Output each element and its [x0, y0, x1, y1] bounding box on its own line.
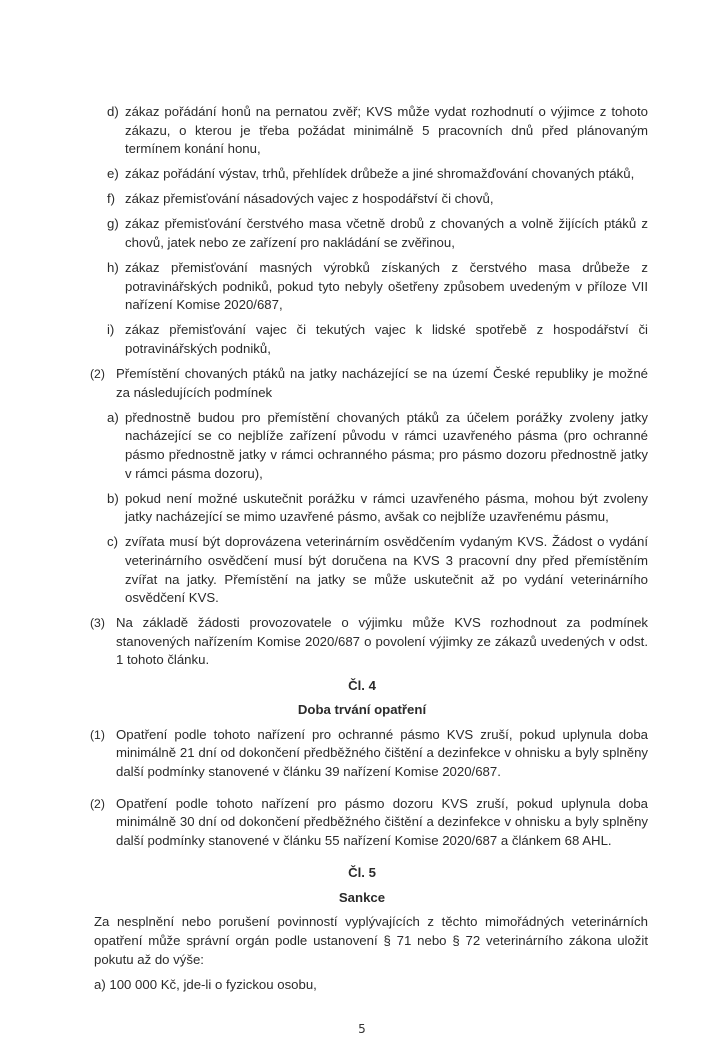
item-label: f): [107, 191, 116, 207]
article-4-paragraph-1: [90, 726, 648, 782]
list-item-a: [107, 409, 648, 483]
paragraph-text: Na základě žádosti provozovatele o výjimku může KVS rozhodnout za podmínek stanovených nařízením Komise 2020/687 o povolení výjimky ze zákazů uvedených v odst. 1 tohoto článku.: [116, 615, 648, 668]
paragraph-text: Opatření podle tohoto nařízení pro pásmo dozoru KVS zruší, pokud uplynula doba minimálně 30 dní od dokončení předběžného čištění a dezinfekce v ohnisku a byly splněny další podmínky stanovené v článku 55 nařízení Komise 2020/687 a článkem 68 AHL.: [116, 795, 648, 848]
list-item-h: [107, 259, 648, 315]
item-label: e): [107, 166, 119, 182]
paragraph-text: Přemístění chovaných ptáků na jatky nacházející se na území České republiky je možné za následujících podmínek: [116, 366, 648, 400]
article-5-title: Sankce: [338, 889, 386, 905]
item-text: zákaz přemisťování vajec či tekutých vajec k lidské spotřebě z hospodářství či potravinářských podniků,: [125, 322, 648, 357]
item-label: g): [107, 216, 119, 232]
list-item-d: [107, 103, 648, 159]
item-text: přednostně budou pro přemístění chovaných ptáků za účelem porážky zvoleny jatky nacházející se co nejblíže zařízení původu v rámci uzavřeného pásma (pro ochranné pásmo přednostně jatky v rámci ochranného pásma; pro pásmo dozoru přednostně jatky v rámci pásma dozoru),: [125, 409, 648, 481]
list-item-c: [107, 533, 648, 607]
article-4-title: Doba trvání opatření: [297, 702, 427, 718]
paragraph-3: [90, 614, 648, 670]
paragraph-text: Opatření podle tohoto nařízení pro ochranné pásmo KVS zruší, pokud uplynula doba minimálně 21 dní od dokončení předběžného čištění a dezinfekce v ohnisku a byly splněny další podmínky stanovené v článku 39 nařízení Komise 2020/687.: [116, 726, 648, 779]
item-label: a): [107, 409, 119, 425]
article-5-intro: Za nesplnění nebo porušení povinností vyplývajících z těchto mimořádných veterinárních opatření může správní orgán podle ustanovení § 71 nebo § 72 veterinárního zákona uložit pokutu až do výše:: [94, 914, 648, 967]
list-item-b: [107, 490, 648, 527]
item-label: d): [107, 104, 119, 119]
item-text: zákaz pořádání výstav, trhů, přehlídek drůbeže a jiné shromažďování chovaných ptáků,: [125, 166, 635, 182]
item-text: zákaz pořádání honů na pernatou zvěř; KVS může vydat rozhodnutí o výjimce z tohoto zákazu, o kterou je třeba požádat minimálně 5 pracovních dnů před plánovaným termínem konání honu,: [125, 104, 648, 157]
paragraph-label: (2): [90, 796, 105, 811]
item-label: b): [107, 490, 119, 506]
paragraph-label: (2): [90, 367, 105, 382]
list-item-f: [107, 190, 648, 209]
item-text: zvířata musí být doprovázena veterinárním osvědčením vydaným KVS. Žádost o vydání veterinárního osvědčení musí být doručena na KVS 3 pracovní dny před přemístěním zvířat na jatky. Přemístění na jatky se může uskutečnit až po vydání veterinárního osvědčení KVS.: [125, 534, 648, 606]
article-5-item-a: a) 100 000 Kč, jde-li o fyzickou osobu,: [94, 976, 317, 992]
item-label: i): [107, 322, 115, 338]
article-5-number: Čl. 5: [348, 865, 376, 881]
list-item-i: [107, 321, 648, 358]
item-text: pokud není možné uskutečnit porážku v rámci uzavřeného pásma, mohou být zvoleny jatky nacházející se mimo uzavřené pásmo, avšak co nejblíže uzavřenému pásmu,: [125, 490, 648, 525]
item-label: c): [107, 534, 118, 550]
paragraph-2: [90, 365, 648, 402]
paragraph-label: (3): [90, 616, 105, 631]
article-4-number: Čl. 4: [348, 677, 376, 693]
article-4-paragraph-2: [90, 795, 648, 851]
page-number: 5: [358, 1022, 366, 1037]
list-item-g: [107, 215, 648, 252]
item-text: zákaz přemisťování čerstvého masa včetně drobů z chovaných a volně žijících ptáků z chovů, jatek nebo ze zařízení pro nakládání se zvěřinou,: [125, 216, 648, 251]
item-text: zákaz přemisťování masných výrobků získaných z čerstvého masa drůbeže z potravinářských podniků, pokud tyto nebyly ošetřeny způsobem uvedeným v příloze VII nařízení Komise 2020/687,: [125, 260, 648, 313]
paragraph-label: (1): [90, 727, 105, 742]
item-label: h): [107, 260, 119, 276]
list-item-e: [107, 165, 648, 184]
item-text: zákaz přemisťování násadových vajec z hospodářství či chovů,: [125, 191, 494, 207]
